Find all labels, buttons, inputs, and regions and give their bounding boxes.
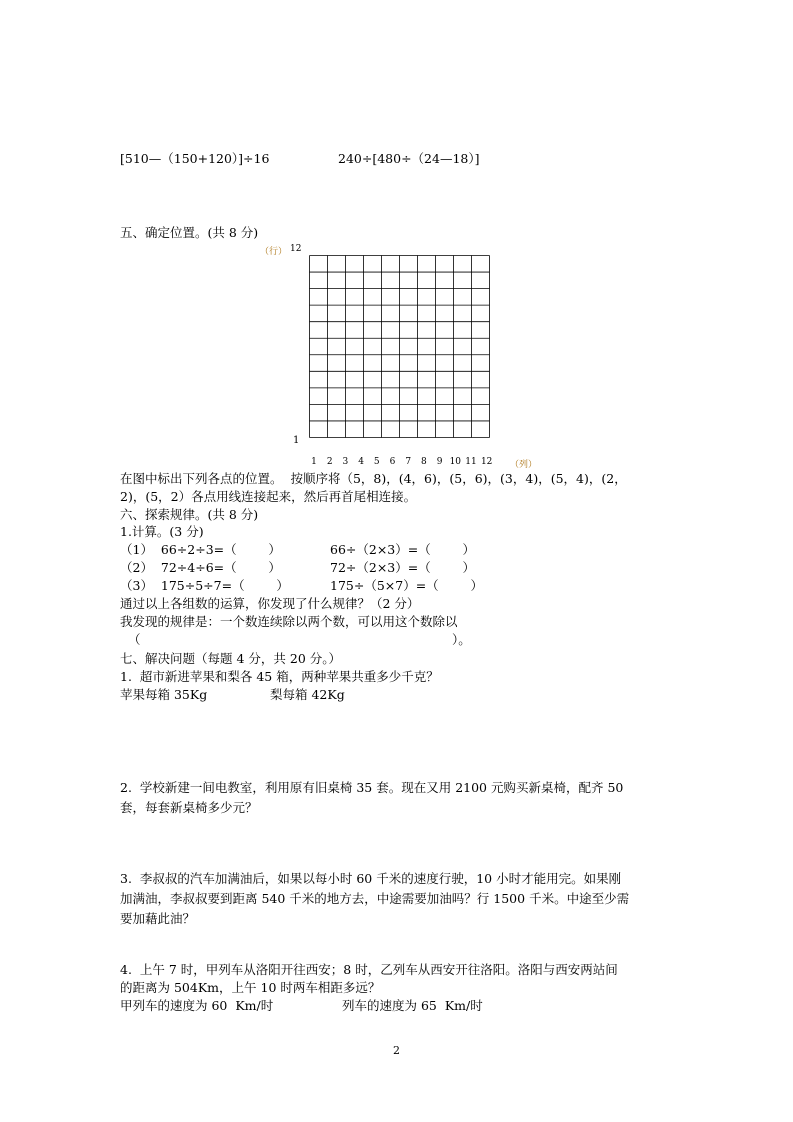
problem-4-line-2: 的距离为 504Km，上午 10 时两车相距多远？ [120, 980, 381, 995]
problem-1-pear: 梨每箱 42Kg [270, 687, 345, 702]
expression-2: 240÷[480÷（24—18）] [338, 151, 480, 166]
problem-1-text: 1. 超市新进苹果和梨各 45 箱，两种苹果共重多少千克？ [120, 669, 439, 684]
problem-2-line-2: 套，每套新桌椅多少元？ [120, 800, 258, 815]
calc-row-1-left: （1） 66÷2÷3=（ ） [120, 542, 281, 557]
x-axis-name: （列） [510, 460, 538, 470]
calc-row-1-right: 66÷（2×3）=（ ） [330, 542, 476, 557]
x-tick-label: 5 [373, 457, 380, 467]
problem-3-line-3: 要加藉此油？ [120, 911, 196, 926]
y-axis-name: （行） [260, 247, 288, 257]
x-tick-label: 6 [389, 457, 396, 467]
x-tick-label: 8 [421, 457, 427, 467]
section-7-title: 七、解决问题（每题 4 分，共 20 分。） [120, 651, 342, 666]
calc-row-3-right: 175÷（5×7）=（ ） [330, 578, 483, 593]
y-axis-max-label: 12 [290, 244, 302, 254]
section-5-instruction-1: 在图中标出下列各点的位置。 按顺序将（5，8)，(4，6)，(5，6)，(3，4)，(5，4)，(2， [120, 471, 627, 486]
problem-3-line-2: 加满油，李叔叔要到距离 540 千米的地方去，中途需要加油吗？行 1500 千米。中途至少需 [120, 891, 630, 906]
section-6-finding-1: 我发现的规律是：一个数连续除以两个数，可以用这个数除以 [120, 614, 458, 629]
section-6-sub1: 1.计算。(3 分) [120, 524, 204, 539]
problem-4-speed-a: 甲列车的速度为 60 Km/时 [120, 998, 274, 1013]
section-6-question: 通过以上各组数的运算，你发现了什么规律？（2 分） [120, 596, 420, 611]
y-axis-min-label: 1 [293, 435, 300, 446]
x-tick-label: 10 [449, 457, 462, 467]
problem-1-apple: 苹果每箱 35Kg [120, 687, 208, 702]
x-tick-label: 1 [311, 457, 317, 467]
calc-row-3-left: （3） 175÷5÷7=（ ） [120, 578, 289, 593]
section-5-title: 五、确定位置。(共 8 分) [120, 225, 259, 240]
x-tick-label: 2 [326, 457, 333, 467]
x-tick-label: 3 [342, 457, 349, 467]
section-6-title: 六、探索规律。(共 8 分) [120, 507, 259, 522]
calc-row-2-right: 72÷（2×3）=（ ） [330, 560, 476, 575]
x-tick-label: 12 [480, 457, 493, 467]
page-number: 2 [393, 1044, 400, 1057]
x-tick-label: 4 [358, 457, 364, 467]
x-tick-label: 9 [436, 457, 443, 467]
expression-1: [510—（150+120）]÷16 [120, 151, 270, 166]
finding-close-paren: ）。 [452, 632, 471, 647]
grid-lines [309, 255, 490, 438]
finding-open-paren: （ [128, 632, 141, 647]
calc-row-2-left: （2） 72÷4÷6=（ ） [120, 560, 281, 575]
problem-4-line-1: 4. 上午 7 时，甲列车从洛阳开往西安；8 时，乙列车从西安开往洛阳。洛阳与西安两站间 [120, 962, 618, 977]
coordinate-grid[interactable] [309, 255, 490, 438]
x-tick-label: 7 [405, 457, 412, 467]
problem-4-speed-b: 列车的速度为 65 Km/时 [342, 998, 483, 1013]
x-tick-label: 11 [465, 457, 477, 467]
section-5-instruction-2: 2)，(5，2）各点用线连接起来，然后再首尾相连接。 [120, 489, 417, 504]
problem-2-line-1: 2. 学校新建一间电教室，利用原有旧桌椅 35 套。现在又用 2100 元购买新桌椅，配齐 50 [120, 780, 624, 795]
problem-3-line-1: 3. 李叔叔的汽车加满油后，如果以每小时 60 千米的速度行驶，10 小时才能用完。如果刚 [120, 871, 622, 886]
